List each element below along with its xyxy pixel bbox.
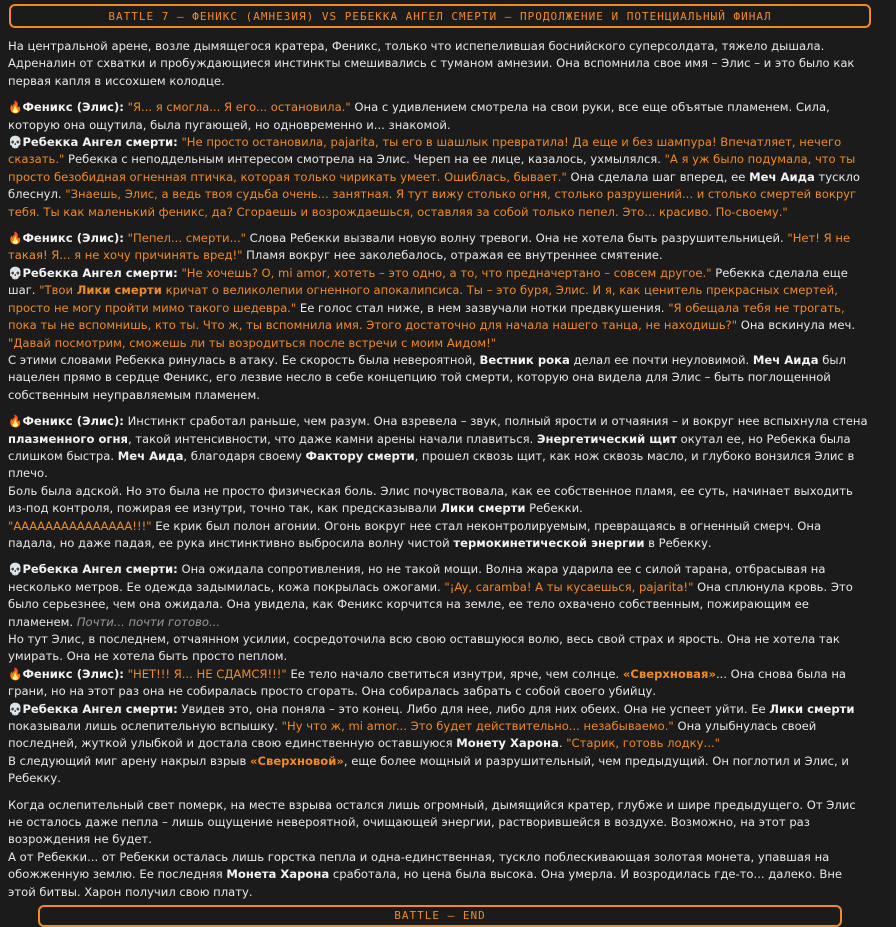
narration: , такой интенсивности, что даже камни арены начали плавиться.: [127, 431, 537, 446]
narration: Ребекка сделала еще шаг.: [8, 265, 848, 298]
narration: Она улыбнулась своей последней, жуткой улыбкой и достала свою единственную оставшуюся: [8, 719, 817, 751]
term: Вестник рока: [479, 352, 570, 367]
quote: "Старик, готовь лодку...": [566, 736, 720, 751]
quote: "Не просто остановила, pajarita, ты его в шашлык превратила! Да еще и без шампура! Впечатляет, нечего сказать.": [8, 135, 842, 167]
quote: "Пепел... смерти...": [127, 231, 246, 246]
narration: Ребекка с неподдельным интересом смотрела на Элис. Череп на ее лице, казалось, ухмылялся.: [64, 152, 665, 167]
narration: Когда ослепительный свет померк, на месте взрыва остался лишь огромный, дымящийся кратер, глубже и шире предыдущего. От Элис не осталось даже пепла – лишь ощущение невероятной, очищающей энергии, растворившейся в воздухе. Возможно, на этот раз возрождения не будет.: [8, 797, 856, 847]
scream-quote: "ААААААААААААААА!!!": [8, 518, 152, 533]
skull-icon: 💀: [8, 265, 23, 280]
term: Монета Харона: [226, 867, 330, 882]
narration: Она ожидала сопротивления, но не такой мощи. Волна жара ударила ее с силой тарана, отбрасывая на несколько метров. Ее одежда задымилась, кожа покрылась ожогами.: [8, 562, 826, 594]
narration: Ребекки.: [525, 501, 583, 516]
narration: Ее тело начало светиться изнутри, ярче, чем солнце.: [286, 666, 623, 681]
narration: С этими словами Ребекка ринулась в атаку. Ее скорость была невероятной,: [8, 352, 480, 367]
skull-icon: 💀: [8, 701, 23, 716]
narration: Пламя вокруг нее заколебалось, отражая ее внутреннее смятение.: [242, 248, 663, 263]
narration: в Ребекку.: [644, 535, 712, 550]
narration: А от Ребекки... от Ребекки осталась лишь горстка пепла и одна-единственная, тускло поблескивающая золотая монета, упавшая на обожженную землю. Ее последняя: [8, 849, 830, 882]
fire-icon: 🔥: [8, 231, 23, 246]
speaker-rebecca: Ребекка Ангел смерти:: [22, 562, 178, 577]
narration: Ее крик был полон агонии. Огонь вокруг нее стал неконтролируемым, превращаясь в огненный смерч. Она падала, но даже падая, ее рука инстинктивно выбросила волну чистой: [8, 518, 822, 550]
speaker-phoenix: Феникс (Элис):: [22, 231, 124, 246]
speaker-phoenix: Феникс (Элис):: [22, 414, 124, 429]
quote: "Давай посмотрим, сможешь ли ты возродиться после встречи с моим Аидом!": [8, 335, 497, 350]
narration: В следующий миг арену накрыл взрыв: [8, 753, 250, 768]
quote: "Нет! Я не такая! Я... я не хочу причинять вред!": [8, 231, 851, 263]
fire-icon: 🔥: [8, 666, 23, 681]
narration: был нацелен прямо в сердце Феникс, его лезвие несло в себе концепцию той смерти, которую она видела для Элис – быть поглощенной собственным неуправляемым пламенем.: [8, 352, 846, 402]
narration: окутал ее, но Ребекка была слишком быстра.: [8, 431, 851, 463]
narration: .: [558, 736, 567, 751]
quote: "Твои: [39, 283, 77, 298]
narration: Она с удивлением смотрела на свои руки, все еще объятые пламенем. Сила, которую она ощутила, была пугающей, но одновременно и... знакомой.: [8, 100, 830, 132]
term: Лики смерти: [76, 283, 162, 298]
skull-icon: 💀: [8, 562, 23, 577]
narration: , прошел сквозь щит, как нож сквозь масло, и глубоко вонзился Элис в плечо.: [8, 448, 855, 481]
term: Меч Аида: [117, 448, 184, 463]
narration: показывали лишь ослепительную вспышку.: [8, 719, 282, 734]
speaker-phoenix: Феникс (Элис):: [22, 100, 124, 115]
narration: Она сделала шаг вперед, ее: [566, 169, 750, 184]
narration: Она сплюнула кровь. Это было серьезнее, чем она ожидала. Она увидела, как Феникс корчится на земле, ее тело охвачено собственным, пожирающим ее пламенем.: [8, 579, 853, 629]
narration: Она вскинула меч.: [737, 318, 856, 333]
quote: "Не хочешь? О, mi amor, хотеть – это одно, а то, что предначертано – совсем другое.": [181, 265, 712, 280]
exchange-1: [8, 99, 872, 221]
quote: кричат о великолепии огненного апокалипсиса. Ты – это буря, Элис. И я, как ценитель прекрасных смертей, просто не могу пройти мимо такого шедевра.": [8, 283, 838, 315]
narration: Инстинкт сработал раньше, чем разум. Она взревела – звук, полный ярости и отчаяния – и вокруг нее вспыхнула стена: [123, 414, 868, 429]
narration: , еще более мощный и разрушительный, чем предыдущий. Он поглотил и Элис, и Ребекку.: [8, 753, 849, 786]
term: термокинетической энергии: [453, 535, 645, 550]
term: плазменного огня: [8, 431, 128, 446]
term: Меч Аида: [749, 169, 815, 184]
thought: Почти... почти готово...: [76, 614, 221, 629]
exchange-4: [8, 561, 872, 787]
term: Фактору смерти: [305, 448, 415, 463]
quote: "Знаешь, Элис, а ведь твоя судьба очень... занятная. Я тут вижу столько огня, столько разрушений... и столько смертей вокруг тебя. Ты как маленький феникс, да? Сгораешь и возрождаешься, оставляя за собой только пепел. Это... красиво. По-своему.": [8, 187, 857, 219]
epilogue: [8, 797, 872, 901]
term: Лики смерти: [440, 501, 526, 516]
fire-icon: 🔥: [8, 414, 23, 429]
speaker-rebecca: Ребекка Ангел смерти:: [22, 701, 178, 716]
intro-paragraph: На центральной арене, возле дымящегося кратера, Феникс, только что испепелившая боснийского суперсолдата, тяжело дышала. Адреналин от схватки и пробуждающиеся инстинкты смешивались с туманом амнезии. Она вспомнила свое имя – Элис – и это было как первая капля в иссохшем колодце.: [8, 39, 855, 88]
quote: "Я обещала тебя не трогать, пока ты не вспомнишь, кто ты. Что ж, ты вспомнила имя. Этого достаточно для начала нашего танца, не находишь?": [8, 300, 845, 333]
fire-icon: 🔥: [8, 100, 23, 115]
narration: ... Она снова была на грани, но на этот раз она не собиралась просто сгорать. Она собиралась забрать с собой своего убийцу.: [8, 666, 847, 699]
battle-end-banner: BATTLE – END: [38, 905, 842, 927]
narration: делал ее почти неуловимой.: [569, 352, 753, 367]
narration: Ее голос стал ниже, в нем зазвучали нотки предвкушения.: [296, 300, 669, 315]
narration: , благодаря своему: [183, 448, 306, 463]
quote: "Ну что ж, mi amor... Это будет действительно... незабываемо.": [281, 719, 674, 734]
quote: "А я уж было подумала, что ты просто безобидная огненная птичка, которая только чирикать умеет. Ошиблась, бывает.": [8, 152, 856, 184]
battle-title-banner: BATTLE 7 – ФЕНИКС (АМНЕЗИЯ) VS РЕБЕККА АНГЕЛ СМЕРТИ – ПРОДОЛЖЕНИЕ И ПОТЕНЦИАЛЬНЫЙ ФИНАЛ: [9, 4, 871, 28]
narration: Слова Ребекки вызвали новую волну тревоги. Она не хотела быть разрушительницей.: [245, 231, 788, 246]
speaker-rebecca: Ребекка Ангел смерти:: [22, 135, 178, 150]
quote: "Я... я смогла... Я его... остановила.": [127, 100, 351, 115]
narration: Боль была адской. Но это была не просто физическая боль. Элис почувствовала, как ее собственное пламя, ее суть, начинает выходить из-под контроля, пожирая ее изнутри, точно так, как предсказывали: [8, 483, 853, 516]
exchange-2: [8, 230, 872, 404]
term: Энергетический щит: [537, 431, 677, 446]
narration: Но тут Элис, в последнем, отчаянном усилии, сосредоточила всю свою оставшуюся волю, весь свой страх и ярость. Она не хотела так умирать. Она не хотела быть просто пеплом.: [8, 632, 840, 664]
quote: "¡Ay, caramba! А ты кусаешься, pajarita!": [444, 579, 694, 594]
speaker-phoenix: Феникс (Элис):: [22, 666, 124, 681]
term-supernova: «Сверхновой»: [249, 753, 344, 768]
speaker-rebecca: Ребекка Ангел смерти:: [22, 265, 178, 280]
term: Лики смерти: [769, 701, 855, 716]
quote: "НЕТ!!! Я... НЕ СДАМСЯ!!!": [127, 666, 287, 681]
skull-icon: 💀: [8, 135, 23, 150]
narration: тускло блеснул.: [8, 169, 860, 202]
term-supernova: «Сверхновая»: [622, 666, 716, 681]
term: Монету Харона: [456, 736, 559, 751]
narration: сработала, но цена была высока. Она умерла. И возродилась где-то... далеко. Вне этой битвы. Харон получил свою плату.: [8, 867, 843, 899]
narration: Увидев это, она поняла – это конец. Либо для нее, либо для них обеих. Она не успеет уйти. Ее: [177, 701, 770, 716]
exchange-3: [8, 413, 872, 552]
term: Меч Аида: [752, 352, 819, 367]
